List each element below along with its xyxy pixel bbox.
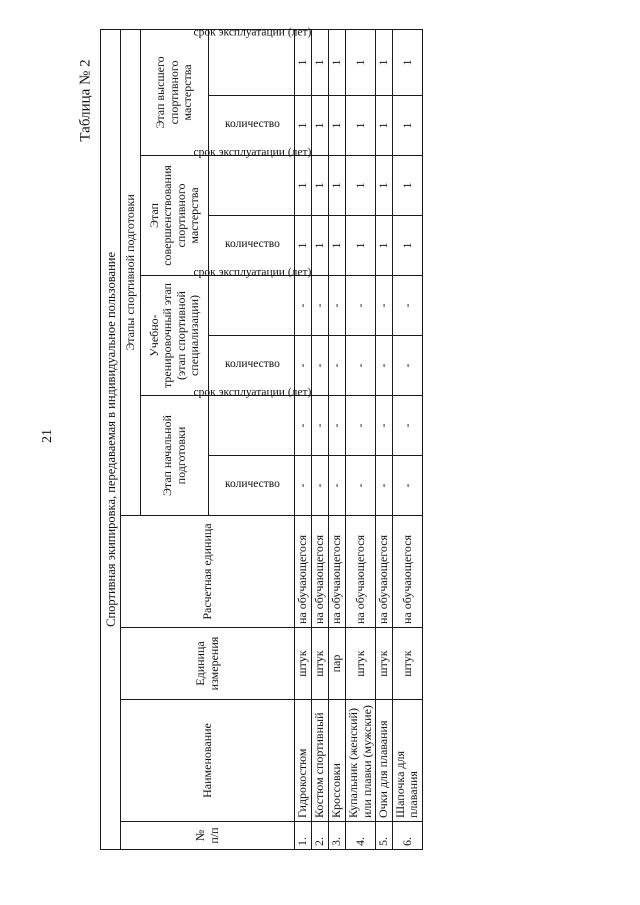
row-value: 1 <box>376 156 393 216</box>
row-value: - <box>346 276 376 336</box>
row-num: 5. <box>376 822 393 850</box>
row-value: 1 <box>393 156 423 216</box>
header-qty: количество <box>209 216 295 276</box>
row-value: 1 <box>312 96 329 156</box>
row-value: 1 <box>393 96 423 156</box>
row-value: - <box>329 396 346 456</box>
row-value: 1 <box>312 29 329 95</box>
header-calc-unit: Расчетная единица <box>121 516 295 628</box>
row-value: - <box>312 456 329 516</box>
table-row <box>346 29 376 849</box>
row-num: 3. <box>329 822 346 850</box>
row-value: - <box>295 336 312 396</box>
page-number: 21 <box>40 429 55 443</box>
row-name: Гидрокостюм <box>295 700 312 822</box>
row-calc-unit: на обучающегося <box>393 516 423 628</box>
row-value: - <box>295 276 312 336</box>
table-title: Таблица № 2 <box>77 59 94 142</box>
header-stage-improvement: Этап совершенствования спортивного мастерства <box>141 156 209 276</box>
row-unit: пар <box>329 628 346 700</box>
row-num: 6. <box>393 822 423 850</box>
header-term: срок эксплуатации (лет) <box>209 29 295 95</box>
header-term: срок эксплуатации (лет) <box>209 156 295 216</box>
table-caption: Спортивная экипировка, передаваемая в индивидуальное пользование <box>101 29 121 849</box>
row-value: - <box>376 396 393 456</box>
row-calc-unit: на обучающегося <box>329 516 346 628</box>
row-value: 1 <box>393 29 423 95</box>
row-value: 1 <box>329 216 346 276</box>
row-num: 4. <box>346 822 376 850</box>
row-calc-unit: на обучающегося <box>312 516 329 628</box>
row-value: - <box>393 456 423 516</box>
equipment-table <box>100 26 423 850</box>
row-value: - <box>393 276 423 336</box>
header-term: срок эксплуатации (лет) <box>209 276 295 336</box>
row-value: 1 <box>376 29 393 95</box>
row-num: 1. <box>295 822 312 850</box>
equipment-table-rotated <box>100 26 421 850</box>
row-value: - <box>393 336 423 396</box>
row-num: 2. <box>312 822 329 850</box>
row-value: 1 <box>346 216 376 276</box>
row-value: - <box>295 456 312 516</box>
row-value: 1 <box>346 156 376 216</box>
header-stage-higher: Этап высшего спортивного мастерства <box>141 29 209 155</box>
row-name: Шапочка для плавания <box>393 700 423 822</box>
table-row <box>393 29 423 849</box>
row-value: 1 <box>329 96 346 156</box>
table-row <box>329 29 346 849</box>
row-value: 1 <box>295 96 312 156</box>
row-value: - <box>376 336 393 396</box>
row-calc-unit: на обучающегося <box>295 516 312 628</box>
row-value: 1 <box>295 156 312 216</box>
row-calc-unit: на обучающегося <box>346 516 376 628</box>
row-value: 1 <box>346 29 376 95</box>
row-unit: штук <box>312 628 329 700</box>
row-value: - <box>329 336 346 396</box>
row-value: - <box>346 396 376 456</box>
header-term: срок эксплуатации (лет) <box>209 396 295 456</box>
row-value: - <box>376 276 393 336</box>
row-name: Кроссовки <box>329 700 346 822</box>
row-value: - <box>329 276 346 336</box>
row-value: 1 <box>346 96 376 156</box>
row-value: - <box>329 456 346 516</box>
row-value: - <box>346 456 376 516</box>
row-value: - <box>346 336 376 396</box>
row-value: - <box>312 276 329 336</box>
row-value: - <box>376 456 393 516</box>
row-unit: штук <box>346 628 376 700</box>
header-name: Наименование <box>121 700 295 822</box>
row-unit: штук <box>393 628 423 700</box>
row-value: - <box>312 396 329 456</box>
row-name: Костюм спортивный <box>312 700 329 822</box>
row-value: 1 <box>312 156 329 216</box>
header-qty: количество <box>209 96 295 156</box>
row-value: 1 <box>376 216 393 276</box>
row-value: 1 <box>376 96 393 156</box>
header-qty: количество <box>209 456 295 516</box>
header-unit: Единица измерения <box>121 628 295 700</box>
row-value: 1 <box>312 216 329 276</box>
row-name: Купальник (женский) или плавки (мужские) <box>346 700 376 822</box>
row-unit: штук <box>376 628 393 700</box>
header-stage-training: Учебно-тренировочный этап (этап спортивной специализации) <box>141 276 209 396</box>
row-value: - <box>393 396 423 456</box>
row-value: 1 <box>295 29 312 95</box>
row-value: 1 <box>329 156 346 216</box>
row-name: Очки для плавания <box>376 700 393 822</box>
header-stages: Этапы спортивной подготовки <box>121 29 141 515</box>
header-qty: количество <box>209 336 295 396</box>
row-value: 1 <box>329 29 346 95</box>
row-value: 1 <box>393 216 423 276</box>
header-stage-initial: Этап начальной подготовки <box>141 396 209 516</box>
row-value: - <box>295 396 312 456</box>
row-value: - <box>312 336 329 396</box>
row-calc-unit: на обучающегося <box>376 516 393 628</box>
table-row <box>312 29 329 849</box>
header-num: № п/п <box>121 822 295 850</box>
row-unit: штук <box>295 628 312 700</box>
table-row <box>376 29 393 849</box>
row-value: 1 <box>295 216 312 276</box>
